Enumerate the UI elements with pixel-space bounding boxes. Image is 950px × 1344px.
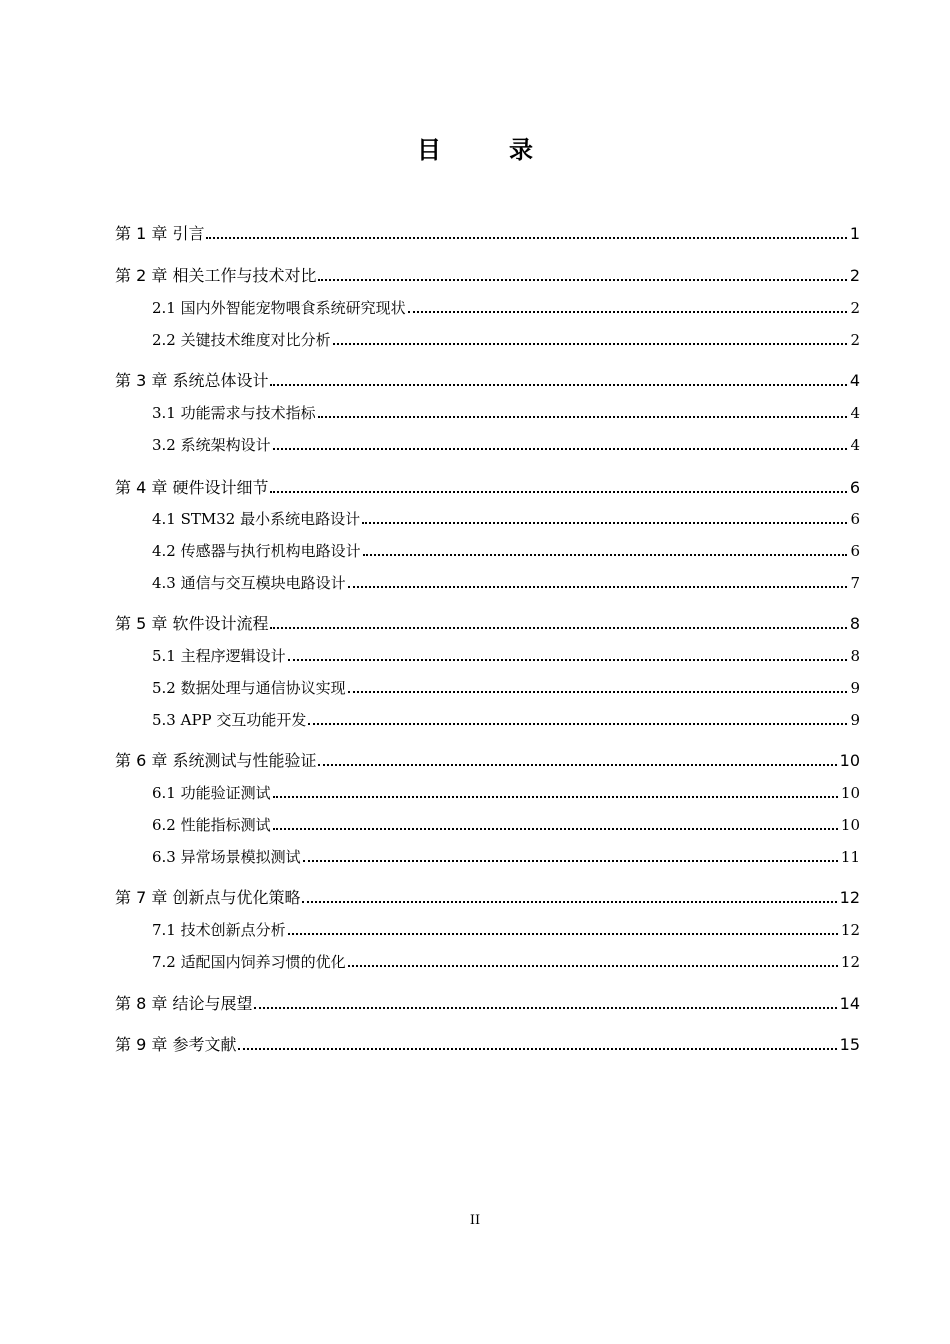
toc-entry-page: 15 bbox=[839, 1035, 860, 1054]
dot-leader bbox=[308, 723, 847, 725]
toc-entry[interactable] bbox=[115, 610, 860, 634]
dot-leader bbox=[318, 764, 836, 766]
dot-leader bbox=[273, 796, 838, 798]
toc-entry[interactable] bbox=[152, 779, 860, 803]
toc-entry[interactable] bbox=[152, 706, 860, 730]
toc-entry-label: 第 1 章 引言 bbox=[115, 224, 205, 243]
dot-leader bbox=[302, 901, 836, 903]
dot-leader bbox=[270, 384, 846, 386]
toc-entry-page: 1 bbox=[849, 224, 860, 243]
toc-entry[interactable] bbox=[115, 367, 860, 391]
toc-entry[interactable] bbox=[152, 431, 860, 455]
dot-leader bbox=[273, 828, 838, 830]
dot-leader bbox=[273, 448, 848, 450]
toc-entry-page: 2 bbox=[849, 266, 860, 285]
toc-entry-label: 第 4 章 硬件设计细节 bbox=[115, 478, 269, 497]
dot-leader bbox=[254, 1007, 836, 1009]
toc-entry-label: 3.1 功能需求与技术指标 bbox=[152, 404, 316, 422]
toc-entry-page: 7 bbox=[850, 574, 860, 592]
toc-entry-page: 2 bbox=[850, 299, 860, 317]
toc-entry-page: 10 bbox=[840, 784, 860, 802]
toc-entry[interactable] bbox=[115, 262, 860, 286]
dot-leader bbox=[288, 659, 848, 661]
dot-leader bbox=[348, 691, 848, 693]
toc-entry-page: 6 bbox=[849, 478, 860, 497]
toc-entry-label: 第 3 章 系统总体设计 bbox=[115, 371, 269, 390]
toc-entry-label: 6.2 性能指标测试 bbox=[152, 816, 271, 834]
toc-entry-page: 14 bbox=[839, 994, 860, 1013]
toc-entry-page: 6 bbox=[850, 510, 860, 528]
dot-leader bbox=[362, 522, 847, 524]
toc-entry[interactable] bbox=[152, 537, 860, 561]
toc-entry[interactable] bbox=[115, 747, 860, 771]
toc-entry-page: 12 bbox=[840, 953, 860, 971]
toc-entry-label: 5.3 APP 交互功能开发 bbox=[152, 711, 307, 729]
toc-entry-page: 9 bbox=[850, 679, 860, 697]
toc-entry[interactable] bbox=[152, 569, 860, 593]
toc-entry-page: 6 bbox=[850, 542, 860, 560]
toc-entry-page: 4 bbox=[850, 436, 860, 454]
toc-entry-page: 2 bbox=[850, 331, 860, 349]
toc-entry-label: 5.1 主程序逻辑设计 bbox=[152, 647, 286, 665]
toc-entry-label: 7.1 技术创新点分析 bbox=[152, 921, 286, 939]
toc-entry-label: 5.2 数据处理与通信协议实现 bbox=[152, 679, 346, 697]
toc-entry-page: 10 bbox=[839, 751, 860, 770]
toc-entry[interactable] bbox=[115, 884, 860, 908]
dot-leader bbox=[288, 933, 838, 935]
toc-entry-label: 4.2 传感器与执行机构电路设计 bbox=[152, 542, 361, 560]
dot-leader bbox=[206, 237, 846, 239]
toc-entry[interactable] bbox=[152, 294, 860, 318]
toc-entry[interactable] bbox=[152, 948, 860, 972]
dot-leader bbox=[408, 311, 848, 313]
dot-leader bbox=[238, 1048, 836, 1050]
dot-leader bbox=[270, 491, 846, 493]
toc-entry-label: 第 2 章 相关工作与技术对比 bbox=[115, 266, 317, 285]
toc-entry[interactable] bbox=[152, 674, 860, 698]
toc-entry-label: 第 6 章 系统测试与性能验证 bbox=[115, 751, 317, 770]
toc-entry-label: 3.2 系统架构设计 bbox=[152, 436, 271, 454]
dot-leader bbox=[318, 416, 848, 418]
toc-title: 目 录 bbox=[417, 136, 555, 164]
toc-entry[interactable] bbox=[152, 326, 860, 350]
toc-entry-label: 2.1 国内外智能宠物喂食系统研究现状 bbox=[152, 299, 406, 317]
toc-entry-label: 2.2 关键技术维度对比分析 bbox=[152, 331, 331, 349]
toc-entry-page: 11 bbox=[840, 848, 860, 866]
dot-leader bbox=[270, 627, 846, 629]
toc-entry-page: 8 bbox=[850, 647, 860, 665]
toc-entry-label: 第 7 章 创新点与优化策略 bbox=[115, 888, 301, 907]
dot-leader bbox=[303, 860, 838, 862]
toc-entry-page: 12 bbox=[840, 921, 860, 939]
toc-entry[interactable] bbox=[115, 474, 860, 498]
page-number: II bbox=[469, 1213, 481, 1228]
toc-entry-label: 6.3 异常场景模拟测试 bbox=[152, 848, 301, 866]
toc-entry-label: 第 5 章 软件设计流程 bbox=[115, 614, 269, 633]
toc-entry-page: 4 bbox=[849, 371, 860, 390]
dot-leader bbox=[348, 965, 838, 967]
dot-leader bbox=[363, 554, 848, 556]
toc-entry-label: 7.2 适配国内饲养习惯的优化 bbox=[152, 953, 346, 971]
toc-entry-label: 6.1 功能验证测试 bbox=[152, 784, 271, 802]
toc-entry-page: 9 bbox=[850, 711, 860, 729]
toc-entry-page: 4 bbox=[850, 404, 860, 422]
toc-entry-label: 第 8 章 结论与展望 bbox=[115, 994, 253, 1013]
toc-entry-page: 8 bbox=[849, 614, 860, 633]
toc-entry[interactable] bbox=[152, 916, 860, 940]
toc-entry-page: 10 bbox=[840, 816, 860, 834]
toc-entry-label: 第 9 章 参考文献 bbox=[115, 1035, 237, 1054]
toc-entry-label: 4.3 通信与交互模块电路设计 bbox=[152, 574, 346, 592]
dot-leader bbox=[333, 343, 848, 345]
toc-entry[interactable] bbox=[152, 843, 860, 867]
dot-leader bbox=[348, 586, 848, 588]
toc-entry[interactable] bbox=[115, 220, 860, 244]
toc-entry-page: 12 bbox=[839, 888, 860, 907]
toc-entry[interactable] bbox=[152, 811, 860, 835]
toc-entry[interactable] bbox=[152, 505, 860, 529]
toc-entry[interactable] bbox=[152, 642, 860, 666]
toc-entry[interactable] bbox=[115, 990, 860, 1014]
toc-entry-label: 4.1 STM32 最小系统电路设计 bbox=[152, 510, 361, 528]
toc-entry[interactable] bbox=[115, 1031, 860, 1055]
dot-leader bbox=[318, 279, 846, 281]
toc-entry[interactable] bbox=[152, 399, 860, 423]
